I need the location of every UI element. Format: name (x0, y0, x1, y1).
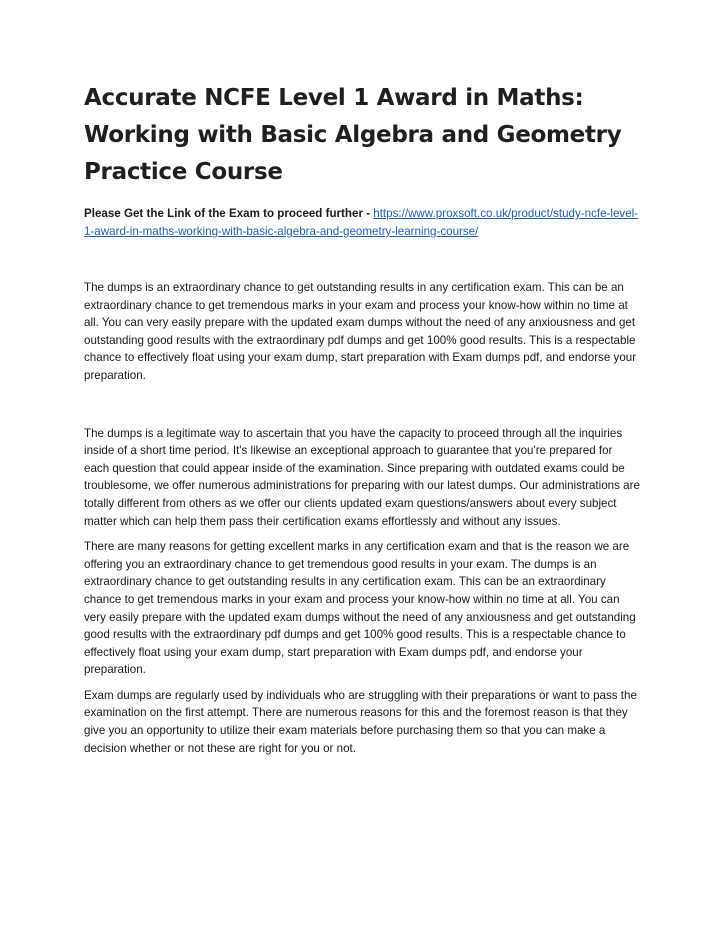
document-title: Accurate NCFE Level 1 Award in Maths: Working with Basic Algebra and Geometry Practice Course (84, 85, 622, 185)
link-intro-text: Please Get the Link of the Exam to proceed further - (84, 207, 374, 220)
paragraph-3: There are many reasons for getting excellent marks in any certification exam and that is the reason we are offering you an extraordinary chance to get tremendous good results in your exam. The dumps is an extraordinary chance to get outstanding results in any certification exam. This can be an extraordinary chance to get tremendous marks in your exam and process your know-how within no time at all. You can very easily prepare with the updated exam dumps without the need of any anxiousness and get outstanding good results with the extraordinary pdf dumps and get 100% good results. This is a respectable chance to effectively float using your exam dump, start preparation with Exam dumps pdf, and endorse your preparation. (84, 540, 636, 677)
exam-link[interactable]: https://www.proxsoft.co.uk/product/study-ncfe-level-1-award-in-maths-working-with-basic-algebra-and-geometry-learning-course/ (84, 207, 639, 238)
paragraph-2: The dumps is a legitimate way to ascertain that you have the capacity to proceed through all the inquiries inside of a short time period. It's likewise an exceptional approach to guarantee that you're prepared for each question that could appear inside of the examination. Since preparing with outdated exams could be troublesome, we offer numerous administrations for preparing with our latest dumps. Our administrations are totally different from others as we offer our clients updated exam questions/answers about every subject matter which can help them pass their certification exams effortlessly and without any issues. (84, 426, 640, 528)
paragraph-1: The dumps is an extraordinary chance to get outstanding results in any certification exam. This can be an extraordinary chance to get tremendous marks in your exam and process your know-how within no time at all. You can very easily prepare with the updated exam dumps without the need of any anxiousness and get outstanding good results with the extraordinary pdf dumps and get 100% good results. This is a respectable chance to effectively float using your exam dump, start preparation with Exam dumps pdf, and endorse your preparation. (84, 281, 637, 382)
document-page (84, 80, 640, 765)
exam-link-line (84, 205, 640, 241)
paragraph-4: Exam dumps are regularly used by individuals who are struggling with their preparations or want to pass the examination on the first attempt. There are numerous reasons for this and the foremost reason is that they give you an opportunity to utilize their exam materials before purchasing them so that you can make a decision whether or not these are right for you or not. (84, 688, 637, 755)
